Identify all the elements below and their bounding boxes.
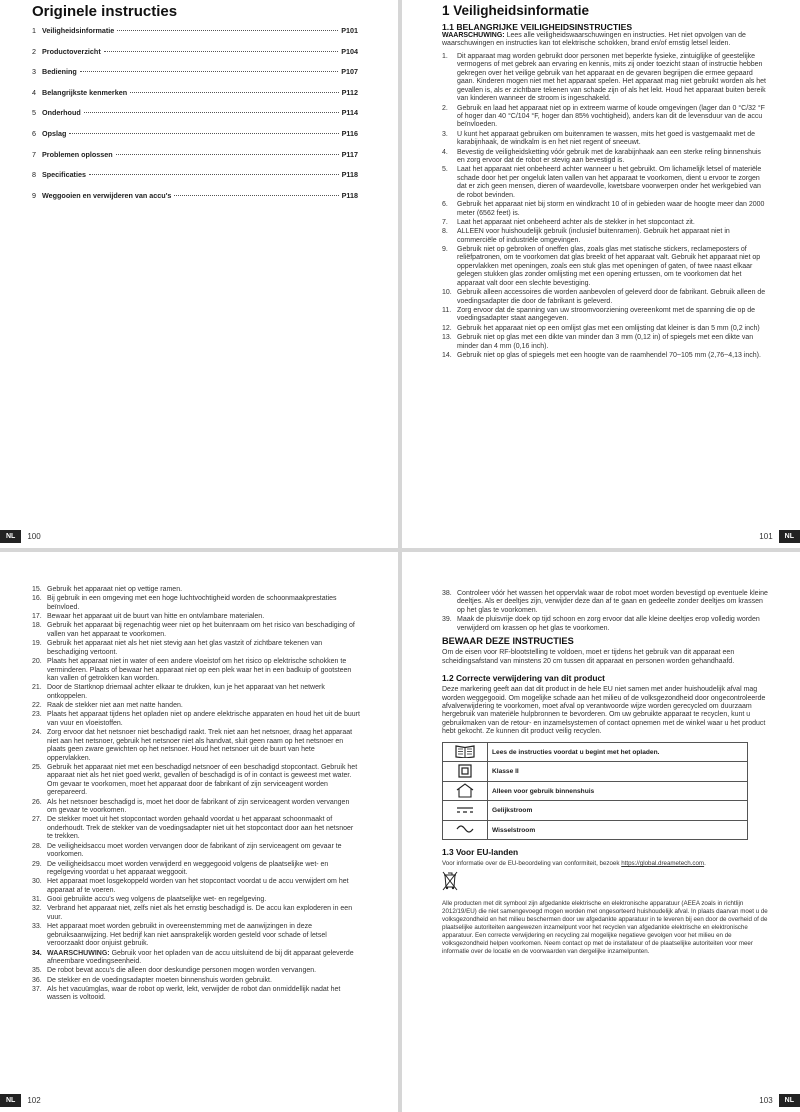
- toc-leader: [84, 112, 339, 113]
- toc-label: Problemen oplossen: [42, 149, 113, 159]
- ac-current-icon: [443, 820, 488, 840]
- item-number: 27.: [32, 816, 42, 824]
- list-item: [32, 878, 360, 895]
- item-number: 30.: [32, 878, 42, 886]
- item-text: De veiligheidsaccu moet worden verwijderd en weggegooid volgens de plaatselijke wet- en regelgeving voordat u het apparaat weggooit.: [47, 860, 329, 876]
- item-text: Gebruik het apparaat niet als het niet stevig aan het glas vastzit of zichtbare tekenen van beschadiging vertoont.: [47, 640, 323, 656]
- item-number: 2.: [442, 104, 448, 112]
- list-item: [32, 986, 360, 1003]
- item-number: 25.: [32, 763, 42, 771]
- item-text: Als het netsnoer beschadigd is, moet het door de fabrikant of zijn serviceagent worden vervangen om gevaar te voorkomen.: [47, 798, 350, 815]
- item-text: Gebruik het apparaat niet op een omlijst glas met een omlijsting dat kleiner is dan 5 mm (0,2 inch): [457, 324, 760, 332]
- item-number: 10.: [442, 289, 452, 297]
- item-text: Gebruik voor het opladen van de accu uitsluitend de bij dit apparaat geleverde afneembare voedingseenheid.: [47, 949, 354, 965]
- toc-label: Specificaties: [42, 170, 86, 180]
- item-text: Gebruik niet op glas of spiegels met een hoogte van de raamhendel 70~105 mm (2,76~4,13 inch).: [457, 351, 761, 359]
- item-text: Bevestig de veiligheidsketting vóór gebruik met de karabijnhaak aan een sterke reling binnenshuis en zorg ervoor dat de robot er stevig aan bevestigd is.: [457, 148, 761, 165]
- list-item: [442, 246, 768, 288]
- page-103: [402, 552, 800, 1112]
- list-item: [32, 861, 360, 878]
- toc-entry[interactable]: 1 Veiligheidsinformatie P101: [32, 26, 358, 35]
- item-text: Gebruik het apparaat niet met een beschadigd netsnoer of een beschadigd stopcontact. Gebruik het apparaat niet als het niet goed werkt, gevallen of beschadigd is of in contact is geweest met water. Om gevaar te voorkomen, moet het apparaat door de fabrikant of zijn serviceagent worden gerepareerd.: [47, 763, 358, 797]
- item-text: Gebruik en laad het apparaat niet op in extreem warme of koude omgevingen (lager dan 0 °C/32 °F of hoger dan 40 °C/104 °F, hoger dan 85% vochtigheid), anders kan dit de levensduur van de accu beïnvloeden.: [457, 104, 765, 129]
- read-manual-icon: [443, 742, 488, 762]
- item-number: 22.: [32, 702, 42, 710]
- page-102: [0, 552, 398, 1112]
- toc-page: P118: [341, 190, 358, 200]
- toc-label: Onderhoud: [42, 108, 81, 118]
- language-tab: NL: [779, 1094, 800, 1107]
- warning-label: WAARSCHUWING:: [47, 949, 110, 957]
- list-item: [32, 905, 360, 922]
- table-row: [443, 762, 748, 782]
- item-text: Gebruik het apparaat niet bij storm en windkracht 10 of in gebieden waar de hoogte meer dan 2000 meter (6562 feet) is.: [457, 201, 765, 217]
- item-text: Gebruik alleen accessoires die worden aanbevolen of geleverd door de fabrikant. Gebruik alleen de voedingsadapter die door de fabrikant is geleverd.: [457, 289, 766, 305]
- disposal-text: Deze markering geeft aan dat dit product in de hele EU niet samen met ander huishoudelijk afval mag worden weggegooid. Om mogelijke schade aan het milieu of de volksgezondheid door ongecontroleerde afvalverwijdering te voorkomen, moet afval op verantwoorde wijze worden gerecycled om duurzaam hergebruik van materiële hulpbronnen te bevorderen. Om uw gebruikte apparaat te recyclen, kunt u gebruikmaken van de retour- en inzamelsystemen of contact opnemen met de winkel waar u het product hebt gekocht. Ze kunnen dit product veilig recyclen.: [442, 686, 766, 736]
- item-number: 32.: [32, 905, 42, 913]
- item-text: Controleer vóór het wassen het oppervlak waar de robot moet worden bevestigd op eventuele kleine deeltjes. Als er deeltjes zijn, verwijder deze dan af te gaan en gedeelte zonder deeltjes om krassen op het glas te voorkomen.: [457, 590, 768, 614]
- list-item: [32, 764, 360, 798]
- warning-label: WAARSCHUWING:: [442, 32, 505, 39]
- item-text: De stekker moet uit het stopcontact worden gehaald voordat u het apparaat schoonmaakt of onderhoudt. Trek de stekker van de voedingsadapter niet uit het stopcontact door aan het netsnoer te trekken.: [47, 816, 354, 841]
- list-item: [32, 950, 360, 967]
- safety-content-final: [442, 590, 768, 956]
- item-text: De stekker en de voedingsadapter moeten binnenshuis worden gebruikt.: [47, 976, 272, 984]
- list-item: [442, 131, 768, 148]
- item-number: 39.: [442, 616, 452, 624]
- list-item: [442, 352, 768, 360]
- language-tab: NL: [0, 530, 21, 543]
- item-text: De veiligheidsaccu moet worden vervangen door de fabrikant of zijn serviceagent om gevaar te voorkomen.: [47, 842, 342, 859]
- item-number: 33.: [32, 923, 42, 931]
- eu-conformity-text: Voor informatie over de EU-beoordeling van conformiteit, bezoek https://global.dreametech.com.: [442, 860, 706, 868]
- item-text: Gebruik het apparaat bij regenachtig weer niet op het buitenraam om het risico van beschadiging of vallen van het apparaat te voorkomen.: [47, 622, 355, 638]
- item-number: 9.: [442, 246, 448, 253]
- item-number: 14.: [442, 351, 452, 359]
- subsection-heading: 1.1 BELANGRIJKE VEILIGHEIDSINSTRUCTIES: [442, 22, 633, 32]
- page-footer: [753, 1092, 800, 1108]
- item-number: 34.: [32, 949, 42, 957]
- item-text: Door de Startknop driemaal achter elkaar te drukken, kun je het apparaat van het netwerk ontkoppelen.: [47, 684, 325, 700]
- weee-bin-icon: [442, 871, 768, 896]
- item-number: 26.: [32, 798, 42, 806]
- list-item: [32, 967, 360, 975]
- item-text: Gebruik het apparaat niet op vettige ramen.: [47, 586, 183, 593]
- toc-page: P112: [341, 87, 358, 97]
- list-item: [442, 590, 768, 615]
- list-item: [442, 201, 768, 218]
- list-item: [32, 640, 360, 657]
- item-number: 37.: [32, 985, 42, 993]
- item-text: Zorg ervoor dat het netsnoer niet beschadigd raakt. Trek niet aan het netsnoer, draag het apparaat niet aan het netsnoer, gebruik het netsnoer niet als handvat, sluit geen raam op het netsnoer en plaats geen zware gewichten op het netsnoer. Houd het netsnoer uit de buurt van hete oppervlakken.: [47, 729, 353, 762]
- item-number: 4.: [442, 148, 448, 156]
- table-row: [443, 801, 748, 821]
- list-item: [32, 843, 360, 860]
- toc-entry[interactable]: 4 Belangrijkste kenmerken P112: [32, 87, 358, 97]
- eu-heading: 1.3 Voor EU-landen: [442, 847, 519, 858]
- toc-entry[interactable]: 5 Onderhoud P114: [32, 108, 358, 118]
- language-tab: NL: [0, 1094, 21, 1107]
- toc-label: Opslag: [42, 128, 67, 138]
- safety-list: [442, 53, 768, 360]
- item-text: Gebruik niet op gebroken of oneffen glas, zoals glas met statische stickers, reclameposters of reliëfpatronen, om te voorkomen dat glas breekt of het apparaat valt. Gebruik het apparaat niet op oppervlakken met openingen, zoals een stuk glas met openingen of gaten, of twee naast elkaar gelegen stukken glas zonder omlijsting met een opening ertussen, om te voorkomen dat het apparaat valt door een slechte bevestiging.: [457, 246, 761, 287]
- list-item: [442, 149, 768, 166]
- item-text: Gebruik niet op glas met een dikte van minder dan 3 mm (0,12 in) of spiegels met een dikte van minder dan 4 mm (0,16 inch).: [457, 334, 754, 350]
- list-item: [32, 896, 360, 904]
- item-number: 13.: [442, 334, 452, 342]
- weee-text: Alle producten met dit symbool zijn afgedankte elektrische en elektronische apparatuur (AEEA zoals in richtlijn 2012/19/EU) die niet samengevoegd mogen worden met ongesorteerd huishoudelijk afval. In plaats daarvan moet u de volksgezondheid en het milieu beschermen door uw afgedankte apparatuur in te leveren bij een door de overheid of de plaatselijke autoriteiten aangewezen inzamelpunt voor het recyclen van afgedankte elektrische en elektronische apparatuur. Een correcte verwijdering en recycling zal mogelijke negatieve gevolgen voor het milieu en de volksgezondheid helpen voorkomen. Neem contact op met de installateur of de plaatselijke autoriteiten voor meer informatie over de locatie en de voorwaarden van dergelijke inzamelpunten.: [442, 900, 768, 956]
- list-item: [442, 334, 768, 351]
- list-item: [442, 289, 768, 306]
- item-number: 24.: [32, 729, 42, 737]
- item-number: 11.: [442, 306, 452, 314]
- toc-leader: [89, 174, 339, 175]
- page-footer: [0, 1092, 47, 1108]
- list-item: [32, 729, 360, 763]
- section-heading: 1 Veiligheidsinformatie: [442, 3, 590, 18]
- toc-leader: [116, 154, 339, 155]
- toc-page: P101: [341, 26, 358, 35]
- indoor-use-icon: [443, 781, 488, 801]
- list-item: [32, 816, 360, 841]
- dc-current-icon: [443, 801, 488, 821]
- list-item: [442, 105, 768, 130]
- item-number: 8.: [442, 228, 448, 236]
- symbol-label: Klasse II: [488, 762, 748, 782]
- item-number: 5.: [442, 166, 448, 174]
- toc-entry[interactable]: 6 Opslag P116: [32, 128, 358, 138]
- toc-page: P118: [341, 170, 358, 180]
- toc-leader: [130, 92, 339, 93]
- toc-entry[interactable]: 8 Specificaties P118: [32, 170, 358, 180]
- list-item: [442, 228, 768, 245]
- list-item: [32, 586, 360, 594]
- list-item: [442, 166, 768, 200]
- item-number: 3.: [442, 130, 448, 138]
- item-text: Maak de pluisvrije doek op tijd schoon en zorg ervoor dat alle kleine deeltjes erop volledig worden verwijderd om krassen op het glas te voorkomen.: [457, 616, 760, 632]
- toc-page: P116: [341, 128, 358, 138]
- list-item: [32, 923, 360, 948]
- item-text: Dit apparaat mag worden gebruikt door personen met beperkte fysieke, zintuiglijke of geestelijke vermogens of met gebrek aan ervaring en kennis, mits zij onder toezicht staan of instructie hebben gekregen over het veilige gebruik van het apparaat en de gevaren begrijpen die ermee gepaard gaan. Kinderen mogen niet met het apparaat spelen. Het apparaat mag niet gebruikt worden als het gevallen is, als er zichtbare tekenen van schade zijn of als het lekt. Houd het apparaat buiten bereik van kinderen wanneer de stroom is ingeschakeld.: [457, 52, 766, 103]
- symbol-label: Alleen voor gebruik binnenshuis: [488, 781, 748, 801]
- item-text: U kunt het apparaat gebruiken om buitenramen te wassen, mits het goed is vastgemaakt met de karabijnhaak, de windkalm is en het niet regent of sneeuwt.: [457, 130, 756, 147]
- item-number: 35.: [32, 967, 42, 975]
- item-number: 15.: [32, 586, 42, 593]
- toc-label: Weggooien en verwijderen van accu's: [42, 190, 172, 200]
- list-item: [442, 53, 768, 104]
- toc-leader: [117, 30, 338, 31]
- page-footer: [0, 528, 47, 544]
- item-number: 28.: [32, 842, 42, 850]
- page-footer: [753, 528, 800, 544]
- toc-label: Bediening: [42, 67, 77, 77]
- toc-page: P114: [341, 108, 358, 118]
- item-text: Bij gebruik in een omgeving met een hoge luchtvochtigheid worden de schoonmaakprestaties beïnvloed.: [47, 595, 337, 611]
- item-number: 20.: [32, 658, 42, 666]
- toc-page: P104: [341, 46, 358, 56]
- item-text: Het apparaat moet worden gebruikt in overeenstemming met de aanwijzingen in deze gebruiksaanwijzing. Het bedrijf kan niet aansprakelijk worden gesteld voor schade of letsel veroorzaakt door onjuist gebruik.: [47, 923, 327, 948]
- item-number: 18.: [32, 622, 42, 630]
- toc-entry[interactable]: 3 Bediening P107: [32, 67, 358, 77]
- table-row: [443, 742, 748, 762]
- list-item: [32, 684, 360, 701]
- safety-content-continued: [32, 586, 360, 1004]
- item-number: 21.: [32, 684, 42, 692]
- item-text: Laat het apparaat niet onbeheerd achter als de stekker in het stopcontact zit.: [457, 218, 695, 226]
- symbol-label: Lees de instructies voordat u begint met het opladen.: [488, 742, 748, 762]
- list-item: [442, 307, 768, 324]
- toc-leader: [104, 51, 338, 52]
- disposal-heading: 1.2 Correcte verwijdering van dit product: [442, 673, 605, 684]
- safety-list: [442, 590, 768, 633]
- item-number: 23.: [32, 711, 42, 719]
- list-item: [32, 613, 360, 621]
- item-number: 17.: [32, 613, 42, 621]
- list-item: [32, 658, 360, 683]
- toc-leader: [69, 133, 338, 134]
- page-number: 102: [27, 1095, 41, 1105]
- item-text: Het apparaat moet losgekoppeld worden van het stopcontact voordat u de accu verwijdert om het apparaat af te voeren.: [47, 878, 349, 894]
- list-item: [32, 711, 360, 728]
- item-number: 7.: [442, 218, 448, 226]
- rf-exposure-text: Om de eisen voor RF-blootstelling te voldoen, moet er tijdens het gebruik van dit apparaat een scheidingsafstand van minstens 20 cm tussen dit apparaat en personen worden gehandhaafd.: [442, 649, 735, 665]
- list-item: [32, 702, 360, 710]
- item-text: ALLEEN voor huishoudelijk gebruik (inclusief buitenramen). Gebruik het apparaat niet in commerciële of industriële omgevingen.: [457, 228, 730, 244]
- warning-paragraph: WAARSCHUWING: Lees alle veiligheidswaarschuwingen en instructies. Het niet opvolgen van de waarschuwingen en instructies kan tot elektrische schokken, brand en/of ernstig letsel leiden.: [442, 32, 746, 48]
- toc-page: P117: [341, 149, 358, 159]
- item-text: Plaats het apparaat niet in water of een andere vloeistof om het risico op elektrische schokken te verminderen. Plaats of bewaar het apparaat niet op een plek waar het in een badkuip of gootsteen kan vallen of getrokken kan worden.: [47, 658, 352, 682]
- list-item: [442, 616, 768, 633]
- item-text: Laat het apparaat niet onbeheerd achter wanneer u het gebruikt. Om lichamelijk letsel of materiële schade door het per ongeluk laten vallen van het apparaat te voorkomen, dient u ervoor te zorgen dat er zich geen mensen, dieren of waardevolle, kwetsbare voorwerpen onder het werkgebied van de robot bevinden.: [457, 166, 762, 199]
- item-text: Gooi gebruikte accu's weg volgens de plaatselijke wet- en regelgeving.: [47, 896, 267, 904]
- item-text: Verbrand het apparaat niet, zelfs niet als het ernstig beschadigd is. De accu kan exploderen in een vuur.: [47, 905, 353, 921]
- item-number: 36.: [32, 976, 42, 984]
- item-text: Zorg ervoor dat de spanning van uw stroomvoorziening overeenkomt met de spanning die op de voedingsadapter staat aangegeven.: [457, 306, 756, 323]
- list-item: [32, 799, 360, 816]
- page-100: [0, 0, 398, 548]
- item-text: Raak de stekker niet aan met natte handen.: [47, 702, 183, 710]
- table-row: [443, 781, 748, 801]
- toc-label: Veiligheidsinformatie: [42, 26, 115, 35]
- toc-label: Productoverzicht: [42, 46, 101, 56]
- item-text: Plaats het apparaat tijdens het opladen niet op andere elektrische apparaten en houd het uit de buurt van vuur en vloeistoffen.: [47, 711, 360, 727]
- page-number: 103: [759, 1095, 773, 1105]
- safety-list: [32, 586, 360, 1003]
- table-row: [443, 820, 748, 840]
- list-item: [442, 219, 768, 227]
- safety-content: [442, 22, 768, 361]
- toc-entry[interactable]: 2 Productoverzicht P104: [32, 46, 358, 56]
- page-number: 100: [27, 531, 41, 541]
- symbol-label: Gelijkstroom: [488, 801, 748, 821]
- item-number: 31.: [32, 896, 42, 904]
- symbols-table: [442, 742, 748, 841]
- item-number: 19.: [32, 640, 42, 648]
- toc-label: Belangrijkste kenmerken: [42, 87, 128, 97]
- class-ii-icon: [443, 762, 488, 782]
- keep-instructions-heading: BEWAAR DEZE INSTRUCTIES: [442, 636, 574, 647]
- item-number: 38.: [442, 590, 452, 597]
- page-101: [402, 0, 800, 548]
- page-number: 101: [759, 531, 773, 541]
- list-item: [32, 977, 360, 985]
- symbol-label: Wisselstroom: [488, 820, 748, 840]
- item-number: 12.: [442, 324, 452, 332]
- item-number: 29.: [32, 860, 42, 868]
- toc-entry[interactable]: 7 Problemen oplossen P117: [32, 149, 358, 159]
- toc-page: P107: [341, 67, 358, 77]
- item-text: Bewaar het apparaat uit de buurt van hitte en ontvlambare materialen.: [47, 613, 265, 621]
- toc-leader: [80, 71, 338, 72]
- table-of-contents: [32, 26, 358, 211]
- item-number: 6.: [442, 201, 448, 209]
- eu-website-link[interactable]: https://global.dreametech.com: [621, 860, 705, 868]
- page-title: Originele instructies: [32, 3, 178, 20]
- item-text: De robot bevat accu's die alleen door deskundige personen mogen worden vervangen.: [47, 967, 317, 975]
- item-number: 16.: [32, 595, 42, 603]
- language-tab: NL: [779, 530, 800, 543]
- item-number: 1.: [442, 52, 448, 60]
- list-item: [442, 325, 768, 333]
- toc-entry[interactable]: 9 Weggooien en verwijderen van accu's P118: [32, 190, 358, 200]
- toc-leader: [174, 195, 338, 196]
- list-item: [32, 595, 360, 612]
- item-text: Als het vacuümglas, waar de robot op werkt, lekt, verwijder de robot dan onmiddellijk nadat het wassen is voltooid.: [47, 985, 341, 1002]
- list-item: [32, 622, 360, 639]
